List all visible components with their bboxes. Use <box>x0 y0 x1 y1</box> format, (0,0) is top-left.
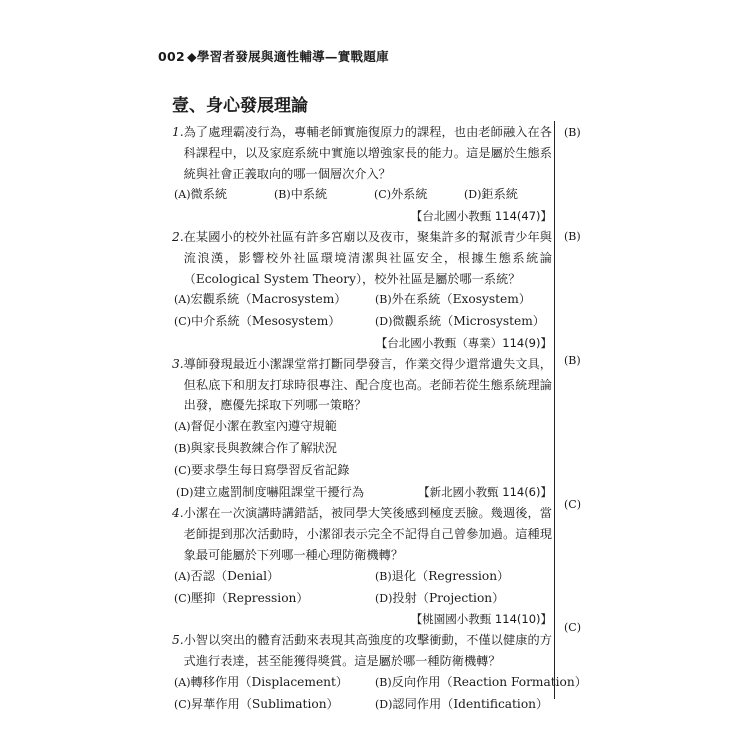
question-number: 2. <box>172 229 184 244</box>
option-d: (D)建立處罰制度嚇阻課堂干擾行為 <box>176 484 365 499</box>
question-stem <box>172 354 552 416</box>
option-c: (C)中介系統（Mesosystem） <box>174 314 341 329</box>
question-text: 小智以突出的體育活動來表現其高強度的攻擊衝動，不僅以健康的方式進行表達，甚至能獲得獎賞。這是屬於哪一種防衛機轉？ <box>183 633 552 668</box>
option-a: (A)宏觀系統（Macrosystem） <box>174 292 347 307</box>
option-b: (B)反向作用（Reaction Formation） <box>375 674 587 689</box>
diamond-icon: ◆ <box>187 49 197 64</box>
question-number: 3. <box>172 356 184 371</box>
question-number: 5. <box>172 633 184 648</box>
running-header <box>158 47 389 65</box>
question-text: 為了處理霸凌行為，專輔老師實施復原力的課程，也由老師融入在各科課程中，以及家庭系統中實施以增強家長的能力。這是屬於生態系統與社會正義取向的哪一個層次介入？ <box>183 125 552 181</box>
question-3 <box>172 354 552 504</box>
section-title: 壹、身心發展理論 <box>172 96 308 116</box>
options <box>172 416 552 503</box>
page-number: 002 <box>158 49 185 64</box>
question-number: 4. <box>172 506 184 521</box>
question-number: 1. <box>172 125 184 139</box>
option-d: (D)認同作用（Identification） <box>375 696 549 711</box>
option-b: (B)與家長與教練合作了解狀況 <box>174 440 337 455</box>
question-stem <box>172 122 552 184</box>
question-text: 小潔在一次演講時講錯話，被同學大笑後感到極度丟臉。幾週後，當老師提到那次活動時，小潔卻表示完全不記得自己曾參加過。這種現象最可能屬於下列哪一種心理防衛機轉？ <box>183 506 552 562</box>
question-2 <box>172 227 552 354</box>
option-a: (A)督促小潔在教室內遵守規範 <box>174 419 337 434</box>
exam-source: 【新北國小教甄 114(6)】 <box>418 484 552 499</box>
option-c: (C)要求學生每日寫學習反省記錄 <box>174 462 350 477</box>
question-1 <box>172 122 552 227</box>
option-a: (A)微系統 <box>174 187 228 202</box>
option-d: (D)鉅系統 <box>464 187 518 202</box>
answer-4: (C) <box>564 498 581 511</box>
option-c: (C)壓抑（Repression） <box>174 590 309 605</box>
option-a: (A)否認（Denial） <box>174 568 280 583</box>
option-a: (A)轉移作用（Displacement） <box>174 674 349 689</box>
answer-1: (B) <box>564 126 581 139</box>
exam-source: 【桃園國小教甄 114(10)】 <box>410 612 552 627</box>
options <box>172 289 552 333</box>
option-c: (C)外系統 <box>374 187 428 202</box>
answer-5: (C) <box>564 621 581 634</box>
option-d: (D)微觀系統（Microsystem） <box>375 314 545 329</box>
question-stem <box>172 630 552 672</box>
answer-2: (B) <box>564 230 581 243</box>
option-d: (D)投射（Projection） <box>375 590 505 605</box>
question-list <box>172 122 587 715</box>
exam-source: 【台北國小教甄（專業）114(9)】 <box>375 335 552 350</box>
option-c: (C)昇華作用（Sublimation） <box>174 696 339 711</box>
question-5 <box>172 630 587 715</box>
option-b: (B)中系統 <box>274 187 328 202</box>
answer-column-divider <box>554 121 555 699</box>
question-text: 導師發現最近小潔課堂常打斷同學發言，作業交得少還常遺失文具，但私底下和朋友打球時很專注、配合度也高。老師若從生態系統理論出發，應優先採取下列哪一策略？ <box>183 356 552 413</box>
question-stem <box>172 503 552 565</box>
option-b: (B)外在系統（Exosystem） <box>375 292 531 307</box>
exam-source: 【台北國小教甄 114(47)】 <box>410 209 552 224</box>
book-title: 學習者發展與適性輔導—實戰題庫 <box>196 49 389 64</box>
answer-3: (B) <box>564 354 581 367</box>
option-b: (B)退化（Regression） <box>375 568 510 583</box>
question-text: 在某國小的校外社區有許多宮廟以及夜市，聚集許多的幫派青少年與流浪漢，影響校外社區環境清潔與社區安全，根據生態系統論（Ecological System Theory），校外社區是屬於哪一系統？ <box>183 229 552 286</box>
options <box>172 566 552 610</box>
question-stem <box>172 227 552 289</box>
question-4 <box>172 503 552 630</box>
options <box>172 184 552 206</box>
options <box>172 672 587 716</box>
